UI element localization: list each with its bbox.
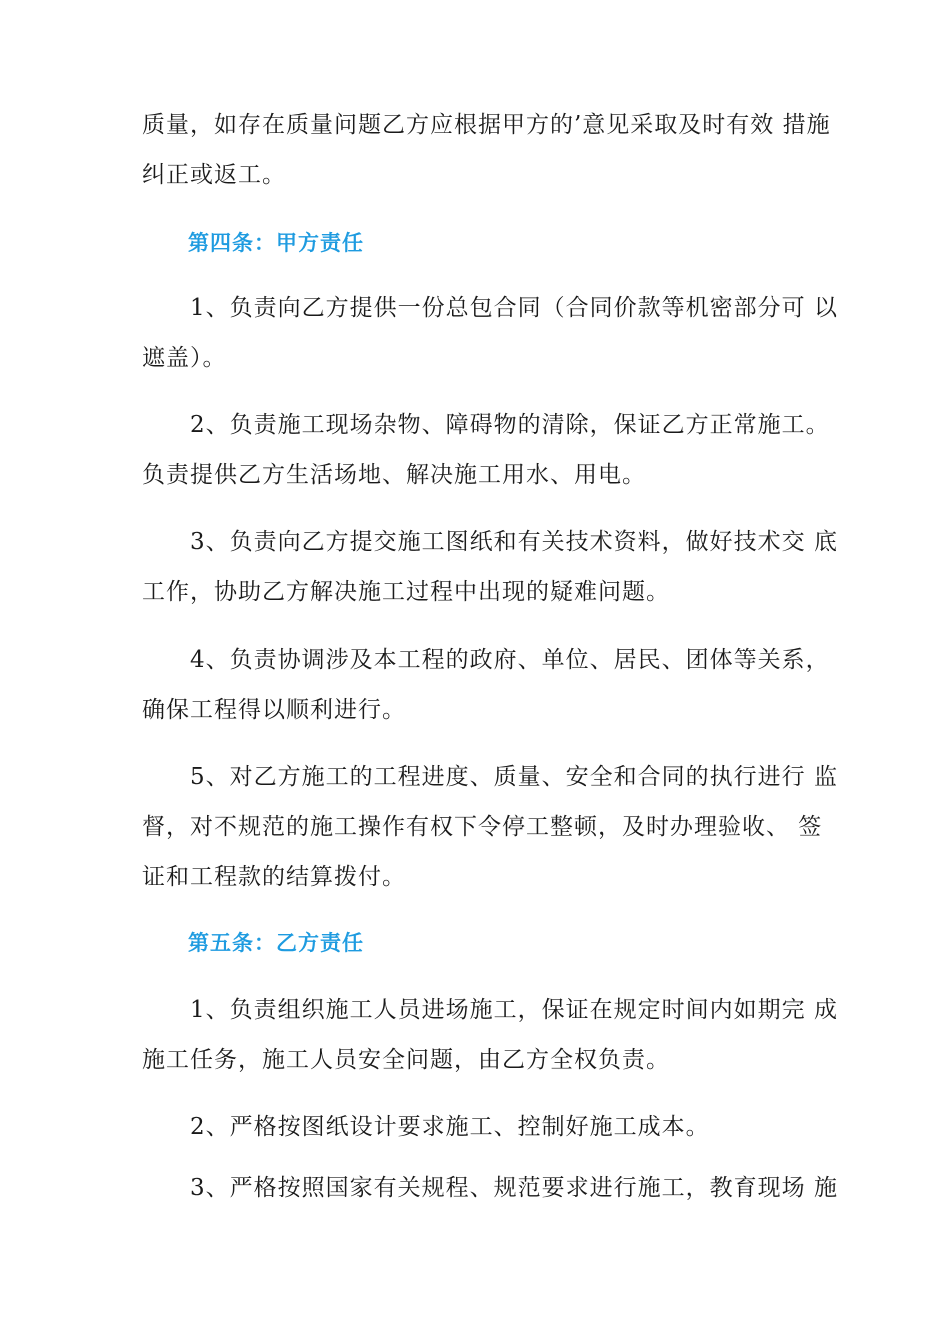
intro-paragraph	[142, 100, 832, 200]
article5-item-3	[142, 1163, 838, 1213]
paragraph-line: 证和工程款的结算拨付。	[142, 864, 406, 890]
paragraph-line: 1、负责组织施工人员进场施工，保证在规定时间内如期完 成	[142, 997, 838, 1023]
paragraph-line: 3、严格按照国家有关规程、规范要求进行施工，教育现场 施	[142, 1175, 838, 1201]
article4-item-3	[142, 517, 838, 617]
article4-item-1	[142, 283, 838, 383]
paragraph-line: 5、对乙方施工的工程进度、质量、安全和合同的执行进行 监	[142, 764, 838, 790]
article5-item-1	[142, 985, 838, 1085]
paragraph-line: 2、负责施工现场杂物、障碍物的清除，保证乙方正常施工。	[142, 412, 830, 438]
paragraph-line: 纠正或返工。	[142, 162, 286, 188]
article4-item-2	[142, 400, 832, 500]
paragraph-line: 施工任务，施工人员安全问题，由乙方全权负责。	[142, 1047, 670, 1073]
paragraph-line: 督，对不规范的施工操作有权下令停工整顿，及时办理验收、 签	[142, 814, 823, 840]
article4-item-4	[142, 635, 832, 735]
article4-heading: 第四条：甲方责任	[188, 231, 364, 255]
paragraph-line: 负责提供乙方生活场地、解决施工用水、用电。	[142, 462, 646, 488]
paragraph-line: 1、负责向乙方提供一份总包合同（合同价款等机密部分可 以	[142, 295, 838, 321]
article5-heading: 第五条：乙方责任	[188, 931, 364, 955]
article5-item-2	[142, 1102, 832, 1152]
paragraph-line: 2、严格按图纸设计要求施工、控制好施工成本。	[142, 1114, 710, 1140]
article4-item-5	[142, 752, 838, 902]
paragraph-line: 遮盖）。	[142, 345, 227, 371]
paragraph-line: 质量，如存在质量问题乙方应根据甲方的’意见采取及时有效 措施	[142, 112, 831, 138]
paragraph-line: 工作，协助乙方解决施工过程中出现的疑难问题。	[142, 579, 670, 605]
paragraph-line: 确保工程得以顺利进行。	[142, 697, 406, 723]
paragraph-line: 4、负责协调涉及本工程的政府、单位、居民、团体等关系，	[142, 647, 830, 673]
paragraph-line: 3、负责向乙方提交施工图纸和有关技术资料，做好技术交 底	[142, 529, 838, 555]
